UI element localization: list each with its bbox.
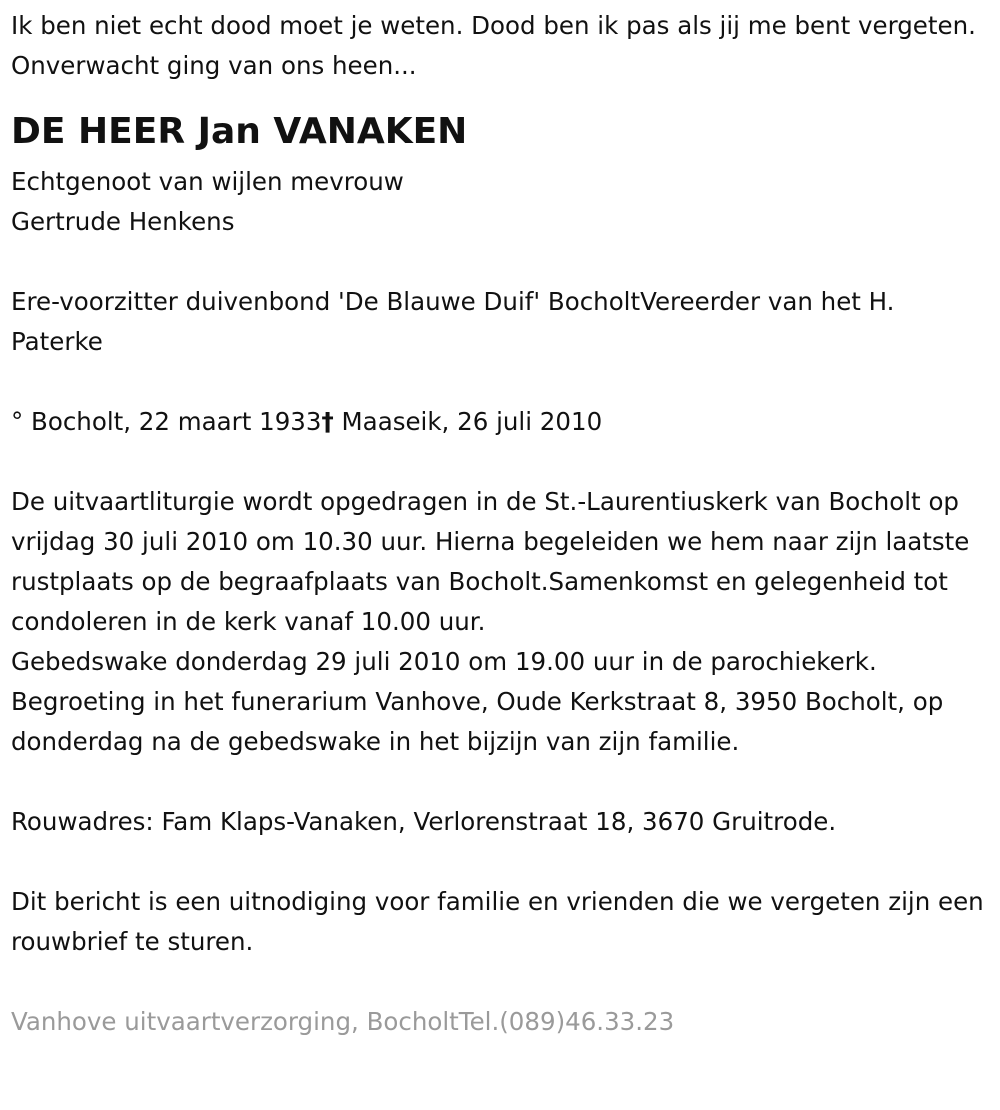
greeting-info: Begroeting in het funerarium Vanhove, Oude Kerkstraat 8, 3950 Bocholt, op donderdag na de gebedswake in het bijzijn van zijn familie. — [11, 687, 944, 756]
intro-quote: Ik ben niet echt dood moet je weten. Dood ben ik pas als jij me bent vergeten. Onverwacht ging van ons heen... — [11, 11, 976, 80]
honorary-titles: Ere-voorzitter duivenbond 'De Blauwe Duif' BocholtVereerder van het H. Paterke — [11, 287, 895, 356]
cross-icon: † — [321, 407, 334, 436]
mourning-address: Rouwadres: Fam Klaps-Vanaken, Verlorenstraat 18, 3670 Gruitrode. — [11, 807, 837, 836]
birth-info: ° Bocholt, 22 maart 1933 — [11, 407, 322, 436]
wake-info: Gebedswake donderdag 29 juli 2010 om 19.00 uur in de parochiekerk. — [11, 647, 877, 676]
funeral-home-footer: Vanhove uitvaartverzorging, BocholtTel.(089)46.33.23 — [11, 1007, 675, 1036]
invitation-note: Dit bericht is een uitnodiging voor familie en vrienden die we vergeten zijn een rouwbrief te sturen. — [11, 887, 984, 956]
spouse-line-1: Echtgenoot van wijlen mevrouw — [11, 167, 404, 196]
death-info: Maaseik, 26 juli 2010 — [333, 407, 603, 436]
spouse-line-2: Gertrude Henkens — [11, 207, 235, 236]
deceased-name: DE HEER Jan VANAKEN — [11, 111, 468, 152]
funeral-info: De uitvaartliturgie wordt opgedragen in de St.-Laurentiuskerk van Bocholt op vrijdag 30 juli 2010 om 10.30 uur. Hierna begeleiden we hem naar zijn laatste rustplaats op de begraafplaats van Bocholt.Samenkomst en gelegenheid tot condoleren in de kerk vanaf 10.00 uur. — [11, 487, 970, 636]
life-dates — [11, 402, 988, 442]
